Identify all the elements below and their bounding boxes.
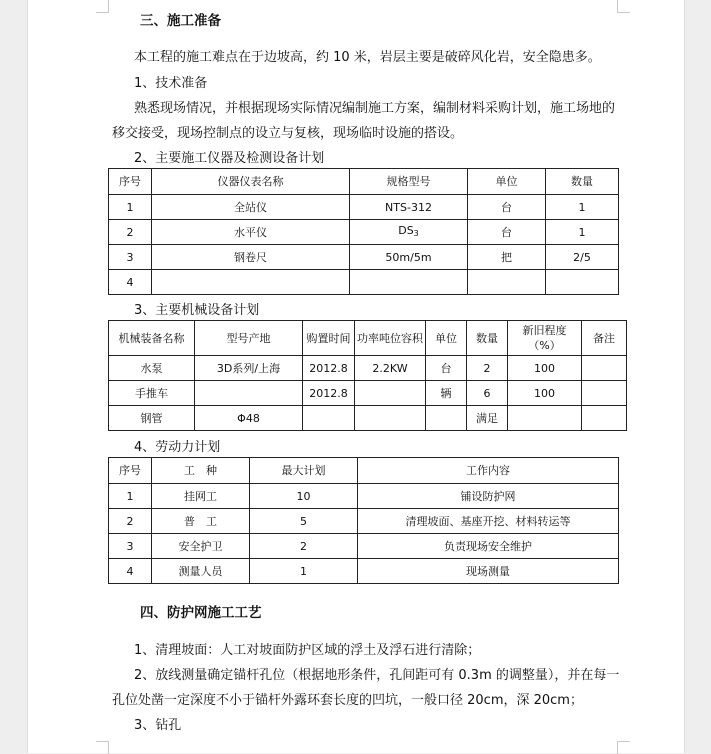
table-cell: 100 xyxy=(508,381,582,406)
table-header: 规格型号 xyxy=(350,169,468,195)
table-cell xyxy=(426,406,467,431)
step-paragraph: 孔位处凿一定深度不小于锚杆外露环套长度的凹坑，一般口径 20cm，深 20cm； xyxy=(112,693,583,708)
table-cell: 6 xyxy=(467,381,508,406)
table-row xyxy=(109,381,627,406)
table-cell: 把 xyxy=(468,245,546,270)
table-row xyxy=(109,195,619,220)
section-heading: 三、施工准备 xyxy=(140,13,221,29)
table-cell xyxy=(355,381,426,406)
table-cell: 负责现场安全维护 xyxy=(358,534,619,559)
table-cell: 铺设防护网 xyxy=(358,484,619,509)
table-header: 购置时间 xyxy=(303,321,355,356)
step-paragraph: 1、清理坡面：人工对坡面防护区域的浮土及浮石进行清除； xyxy=(134,643,481,658)
table-cell: 普 工 xyxy=(152,509,250,534)
table-cell: 2012.8 xyxy=(303,356,355,381)
model-text: DS xyxy=(398,224,414,237)
table-cell: 全站仪 xyxy=(152,195,350,220)
table-header: 机械装备名称 xyxy=(109,321,195,356)
subheading-machinery: 3、主要机械设备计划 xyxy=(134,303,260,318)
table-cell: 50m/5m xyxy=(350,245,468,270)
table-row xyxy=(109,270,619,295)
table-header: 序号 xyxy=(109,458,152,484)
table-cell: NTS-312 xyxy=(350,195,468,220)
table-cell: 水泵 xyxy=(109,356,195,381)
table-cell: 1 xyxy=(546,220,619,245)
table-cell: 2 xyxy=(109,220,152,245)
page-corner-mark xyxy=(617,741,630,754)
table-header: 工 种 xyxy=(152,458,250,484)
table-cell: 台 xyxy=(468,195,546,220)
page-corner-mark xyxy=(617,0,630,13)
labor-table xyxy=(108,457,619,584)
table-cell: 满足 xyxy=(467,406,508,431)
table-cell: 1 xyxy=(109,484,152,509)
table-header: 数量 xyxy=(467,321,508,356)
instrument-table xyxy=(108,168,619,295)
table-row xyxy=(109,356,627,381)
table-cell xyxy=(582,406,627,431)
table-cell: 1 xyxy=(109,195,152,220)
table-cell: Φ48 xyxy=(195,406,303,431)
subheading-labor: 4、劳动力计划 xyxy=(134,440,221,455)
paragraph-line: 移交接受，现场控制点的设立与复核，现场临时设施的搭设。 xyxy=(112,126,464,141)
subheading-tech: 1、技术准备 xyxy=(134,76,208,91)
table-row xyxy=(109,509,619,534)
table-cell: 10 xyxy=(250,484,358,509)
subheading-instruments: 2、主要施工仪器及检测设备计划 xyxy=(134,151,325,166)
table-cell: 1 xyxy=(546,195,619,220)
step-paragraph: 3、钻孔 xyxy=(134,718,182,733)
table-cell: 2 xyxy=(109,509,152,534)
page-corner-mark xyxy=(96,0,109,13)
table-header: 数量 xyxy=(546,169,619,195)
table-cell: 测量人员 xyxy=(152,559,250,584)
table-cell: 4 xyxy=(109,559,152,584)
subscript-text: 3 xyxy=(413,229,419,238)
table-row xyxy=(109,534,619,559)
table-cell xyxy=(350,220,468,245)
table-cell: 2.2KW xyxy=(355,356,426,381)
table-cell: 台 xyxy=(426,356,467,381)
table-row xyxy=(109,559,619,584)
table-cell: 2012.8 xyxy=(303,381,355,406)
table-cell: 钢卷尺 xyxy=(152,245,350,270)
page-corner-mark xyxy=(96,741,109,754)
table-header: 备注 xyxy=(582,321,627,356)
table-row xyxy=(109,406,627,431)
table-cell: 3 xyxy=(109,245,152,270)
table-cell: 水平仪 xyxy=(152,220,350,245)
section-heading: 四、防护网施工工艺 xyxy=(140,605,262,621)
table-header: 仪器仪表名称 xyxy=(152,169,350,195)
table-cell: 3D系列/上海 xyxy=(195,356,303,381)
table-cell: 清理坡面、基座开挖、材料转运等 xyxy=(358,509,619,534)
table-header: 型号产地 xyxy=(195,321,303,356)
table-cell: 手推车 xyxy=(109,381,195,406)
table-cell xyxy=(468,270,546,295)
table-row xyxy=(109,220,619,245)
table-header: 序号 xyxy=(109,169,152,195)
table-cell: 2 xyxy=(467,356,508,381)
table-cell xyxy=(355,406,426,431)
table-cell: 台 xyxy=(468,220,546,245)
table-cell: 4 xyxy=(109,270,152,295)
table-header: 功率吨位容积 xyxy=(355,321,426,356)
table-header: 单位 xyxy=(426,321,467,356)
machinery-table xyxy=(108,320,627,431)
table-cell xyxy=(195,381,303,406)
table-cell xyxy=(152,270,350,295)
table-cell: 100 xyxy=(508,356,582,381)
table-cell: 1 xyxy=(250,559,358,584)
table-header: 新旧程度（%） xyxy=(508,321,582,356)
table-cell: 钢管 xyxy=(109,406,195,431)
table-cell: 2/5 xyxy=(546,245,619,270)
table-cell xyxy=(303,406,355,431)
table-cell xyxy=(546,270,619,295)
table-cell xyxy=(350,270,468,295)
table-cell xyxy=(582,356,627,381)
table-row xyxy=(109,484,619,509)
table-header: 最大计划 xyxy=(250,458,358,484)
table-cell xyxy=(508,406,582,431)
paragraph-line: 熟悉现场情况，并根据现场实际情况编制施工方案，编制材料采购计划，施工场地的 xyxy=(134,101,616,116)
table-header: 单位 xyxy=(468,169,546,195)
table-cell: 安全护卫 xyxy=(152,534,250,559)
table-cell: 3 xyxy=(109,534,152,559)
table-cell: 2 xyxy=(250,534,358,559)
table-cell: 辆 xyxy=(426,381,467,406)
table-cell: 挂网工 xyxy=(152,484,250,509)
table-cell xyxy=(582,381,627,406)
table-row xyxy=(109,245,619,270)
step-paragraph: 2、放线测量确定锚杆孔位（根据地形条件，孔间距可有 0.3m 的调整量），并在每一 xyxy=(134,668,620,683)
table-header: 工作内容 xyxy=(358,458,619,484)
table-cell: 现场测量 xyxy=(358,559,619,584)
table-cell: 5 xyxy=(250,509,358,534)
intro-paragraph: 本工程的施工难点在于边坡高，约 10 米，岩层主要是破碎风化岩，安全隐患多。 xyxy=(134,50,601,65)
